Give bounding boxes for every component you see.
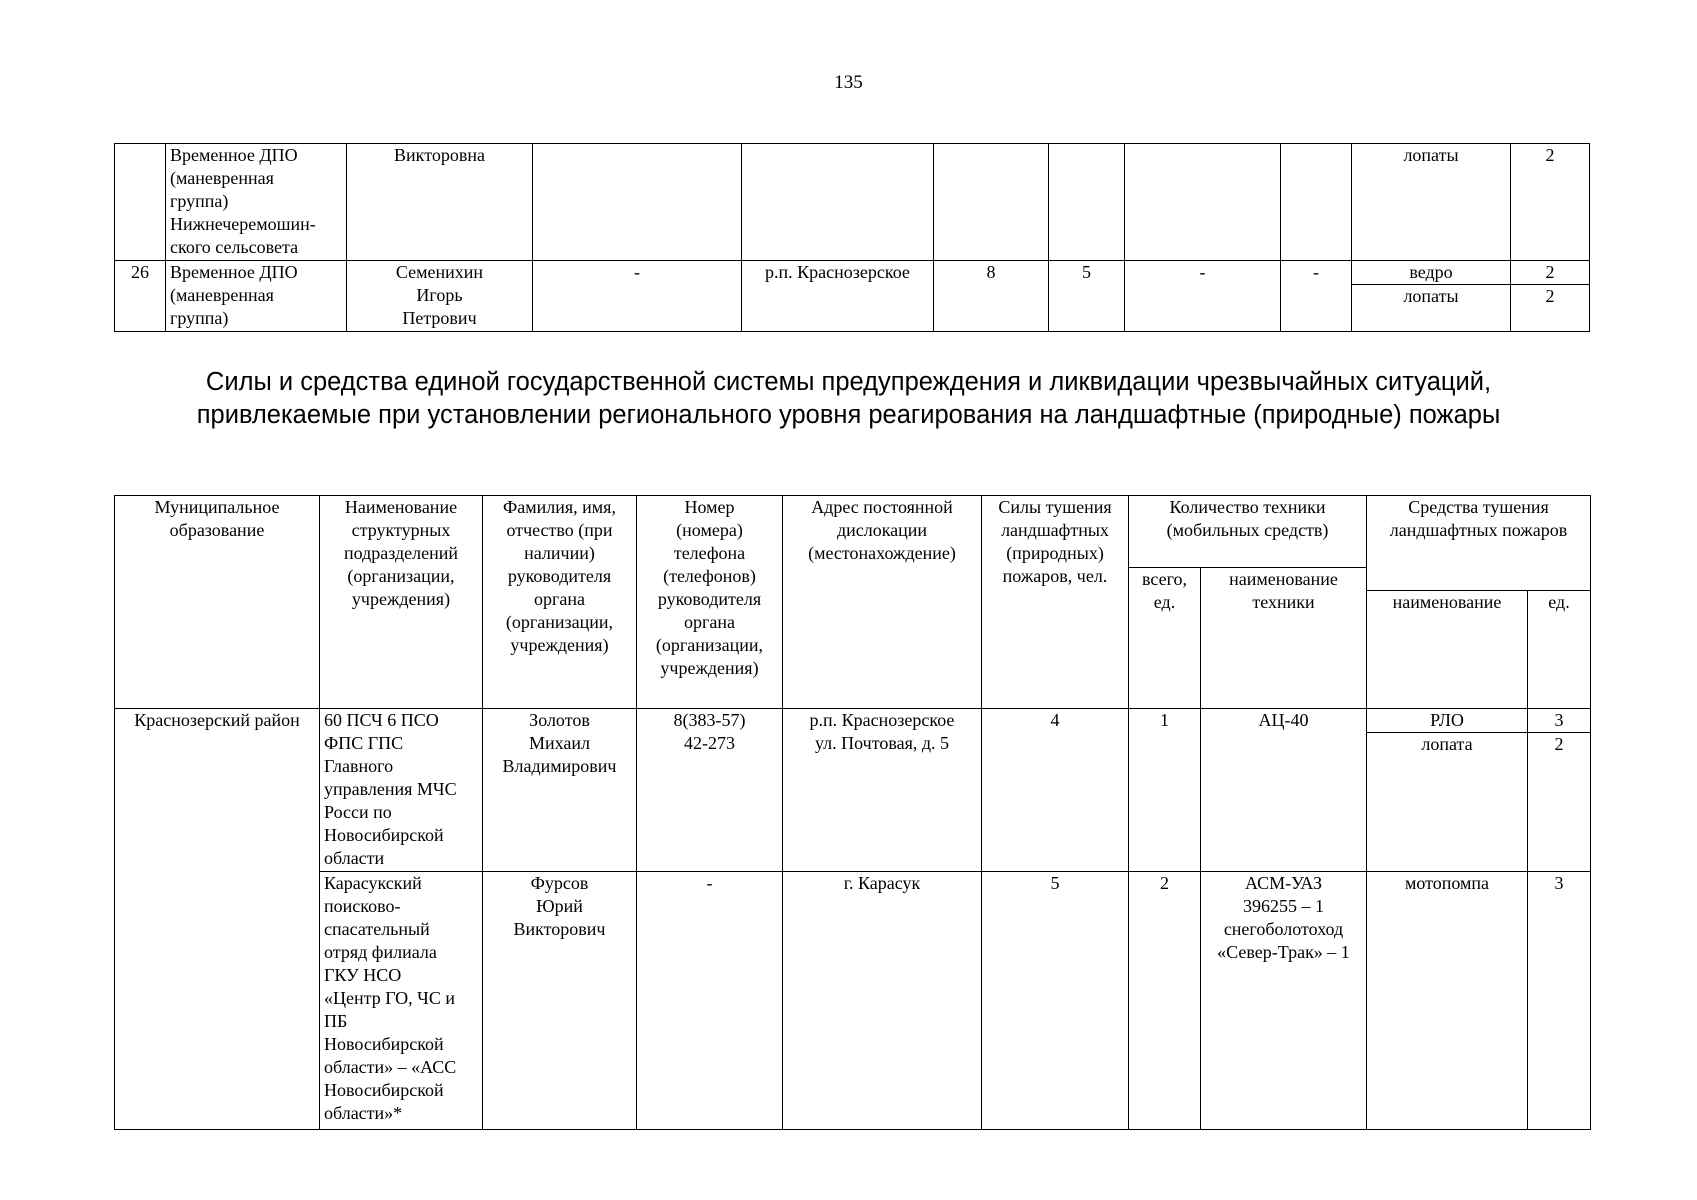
total — [1049, 144, 1125, 261]
table-row — [115, 872, 1591, 1130]
personnel: 8 — [934, 261, 1049, 332]
row-number — [115, 144, 166, 261]
equipment-name: лопата — [1367, 733, 1528, 872]
vehicle-names: - — [1281, 261, 1352, 332]
header-head: Фамилия, имя, отчество (при наличии) руководителя органа (организации, учреждения) — [483, 496, 637, 709]
unit-name: Карасукский поисково- спасательный отряд филиала ГКУ НСО «Центр ГО, ЧС и ПБ Новосибирской области» – «АСС Новосибирской области»* — [320, 872, 483, 1130]
equipment-qty: 3 — [1528, 872, 1591, 1130]
vehicle — [1125, 144, 1281, 261]
heading-line-1: Силы и средства единой государственной системы предупреждения и ликвидации чрезвычайных ситуаций, — [205, 368, 1492, 396]
total: 5 — [1049, 261, 1125, 332]
municipality: Краснозерский район — [115, 709, 320, 1130]
header-phone: Номер (номера) телефона (телефонов) руководителя органа (организации, учреждения) — [637, 496, 783, 709]
phone: 8(383-57) 42-273 — [637, 709, 783, 872]
address: р.п. Краснозерское ул. Почтовая, д. 5 — [783, 709, 982, 872]
unit-name: Временное ДПО (маневренная группа) Нижнечеремошин- ского сельсовета — [166, 144, 347, 261]
row-number: 26 — [115, 261, 166, 332]
phone: - — [637, 872, 783, 1130]
continuation-table — [114, 143, 1590, 332]
header-personnel: Силы тушения ландшафтных (природных) пожаров, чел. — [982, 496, 1129, 709]
equipment-qty: 2 — [1511, 144, 1590, 261]
table-row — [115, 709, 1591, 733]
head-name: Семенихин Игорь Петрович — [347, 261, 533, 332]
header-unit: Наименование структурных подразделений (организации, учреждения) — [320, 496, 483, 709]
vehicle-names: АСМ-УАЗ 396255 – 1 снегоболотоход «Север-Трак» – 1 — [1201, 872, 1367, 1130]
head-name: Золотов Михаил Владимирович — [483, 709, 637, 872]
address — [742, 144, 934, 261]
table-row — [115, 261, 1590, 285]
equipment-qty: 2 — [1511, 261, 1590, 285]
equipment-qty: 2 — [1511, 285, 1590, 332]
page-number: 135 — [834, 72, 863, 93]
header-vehicles-group: Количество техники (мобильных средств) — [1129, 496, 1367, 568]
equipment-name: РЛО — [1367, 709, 1528, 733]
header-means-qty: ед. — [1528, 591, 1591, 709]
personnel: 5 — [982, 872, 1129, 1130]
equipment-qty: 3 — [1528, 709, 1591, 733]
phone — [533, 144, 742, 261]
address: г. Карасук — [783, 872, 982, 1130]
vehicle-names: АЦ-40 — [1201, 709, 1367, 872]
section-heading — [0, 366, 1697, 432]
header-address: Адрес постоянной дислокации (местонахождение) — [783, 496, 982, 709]
equipment-qty: 2 — [1528, 733, 1591, 872]
equipment-name: ведро — [1352, 261, 1511, 285]
main-table — [114, 495, 1591, 1130]
phone: - — [533, 261, 742, 332]
table-row — [115, 144, 1590, 261]
header-municipality: Муниципальное образование — [115, 496, 320, 709]
personnel — [934, 144, 1049, 261]
unit-name: 60 ПСЧ 6 ПСО ФПС ГПС Главного управления МЧС Росси по Новосибирской области — [320, 709, 483, 872]
vehicles-total: 1 — [1129, 709, 1201, 872]
personnel: 4 — [982, 709, 1129, 872]
header-means-name: наименование — [1367, 591, 1528, 709]
equipment-name: лопаты — [1352, 285, 1511, 332]
vehicle: - — [1125, 261, 1281, 332]
heading-line-2: привлекаемые при установлении регионального уровня реагирования на ландшафтные (природные) пожары — [196, 401, 1501, 429]
vehicle-names — [1281, 144, 1352, 261]
header-vehicles-total: всего, ед. — [1129, 568, 1201, 709]
header-vehicles-name: наименование техники — [1201, 568, 1367, 709]
unit-name: Временное ДПО (маневренная группа) — [166, 261, 347, 332]
head-name: Викторовна — [347, 144, 533, 261]
header-row — [115, 496, 1591, 568]
header-means-group: Средства тушения ландшафтных пожаров — [1367, 496, 1591, 591]
address: р.п. Краснозерское — [742, 261, 934, 332]
vehicles-total: 2 — [1129, 872, 1201, 1130]
equipment-name: мотопомпа — [1367, 872, 1528, 1130]
head-name: Фурсов Юрий Викторович — [483, 872, 637, 1130]
equipment-name: лопаты — [1352, 144, 1511, 261]
